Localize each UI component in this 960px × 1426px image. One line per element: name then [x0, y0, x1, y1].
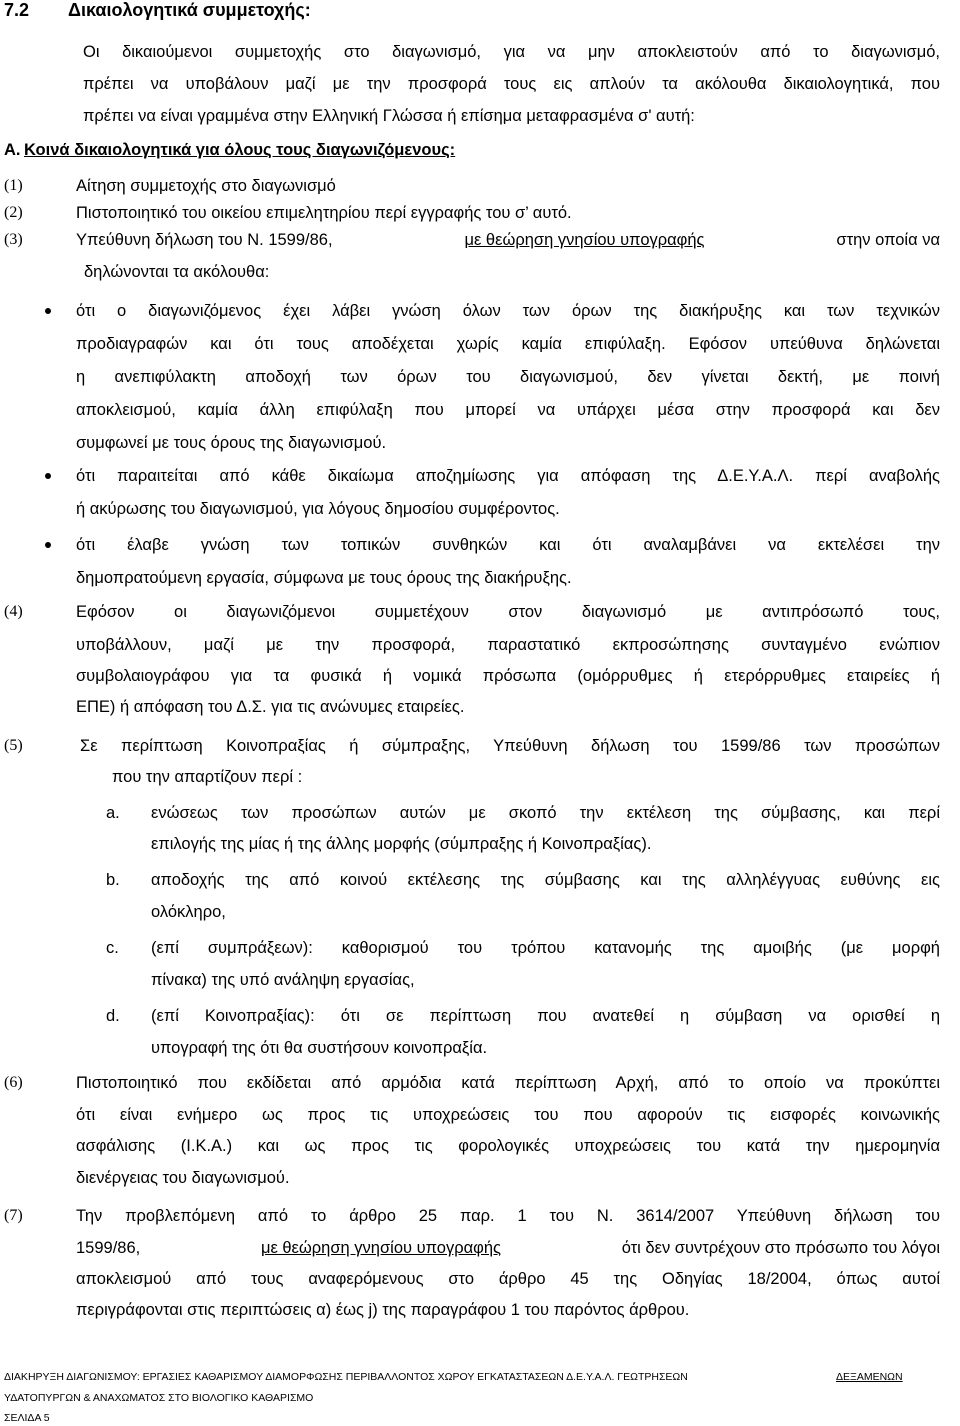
sub-a-line-2: επιλογής της μίας ή της άλλης μορφής (σύμπραξης ή Κοινοπραξίας). [151, 835, 652, 853]
sub-b-line-1: αποδοχής της από κοινού εκτέλεσης της σύμβασης και της αλληλέγγυας ευθύνης εις [151, 871, 940, 889]
section-number: 7.2 [4, 0, 30, 20]
item-6-line-3: ασφάλισης (Ι.Κ.Α.) και ως προς τις φορολογικές υποχρεώσεις του κατά την ημερομηνία [76, 1137, 940, 1155]
bullet-1-line-1: ότι ο διαγωνιζόμενος έχει λάβει γνώση όλων των όρων της διακήρυξης και των τεχνικών [76, 302, 940, 320]
item-7-line-2b: με θεώρηση γνησίου υπογραφής [260, 1239, 501, 1257]
sub-b-label: b. [106, 871, 120, 889]
bullet-2 [45, 473, 51, 479]
footer-line-2: ΥΔΑΤΟΠΥΡΓΩΝ & ΑΝΑΧΩΜΑΤΟΣ ΣΤΟ ΒΙΟΛΟΓΙΚΟ ΚΑΘΑΡΙΣΜΟ [4, 1392, 314, 1404]
sub-d-line-2: υπογραφή της ότι θα συστήσουν κοινοπραξία. [151, 1039, 488, 1057]
section-a-label: Α. [4, 141, 21, 159]
bullet-1-line-5: συμφωνεί με τους όρους της διαγωνισμού. [76, 434, 387, 452]
item-7-line-2c: ότι δεν συντρέχουν στο πρόσωπο του λόγοι [621, 1239, 940, 1257]
item-7-line-2 [76, 1238, 940, 1258]
item-text-1: Αίτηση συμμετοχής στο διαγωνισμό [76, 177, 336, 195]
intro-line-3: πρέπει να είναι γραμμένα στην Ελληνική Γλώσσα ή επίσημα μεταφρασμένα σ' αυτή: [83, 107, 695, 125]
item-4-line-2: υποβάλλουν, μαζί με την προσφορά, παραστατικό εκπροσώπησης συνταγμένο ενώπιον [76, 636, 940, 654]
item-6-line-4: διενέργειας του διαγωνισμού. [76, 1169, 290, 1187]
item-text-3a: Υπεύθυνη δήλωση του Ν. 1599/86, [76, 231, 333, 249]
item-number-4: (4) [4, 603, 23, 620]
item-number-2: (2) [4, 204, 23, 221]
item-number-1: (1) [4, 177, 23, 194]
item-text-3 [76, 230, 940, 250]
item-4-line-4: ΕΠΕ) ή απόφαση του Δ.Σ. για τις ανώνυμες εταιρείες. [76, 698, 465, 716]
sub-a-line-1: ενώσεως των προσώπων αυτών με σκοπό την εκτέλεση της σύμβασης, και περί [151, 804, 940, 822]
item-number-5: (5) [4, 737, 23, 754]
bullet-2-line-2: ή ακύρωσης του διαγωνισμού, για λόγους δημοσίου συμφέροντος. [76, 500, 560, 518]
bullet-2-line-1: ότι παραιτείται από κάθε δικαίωμα αποζημίωσης για απόφαση της Δ.Ε.Υ.Α.Λ. περί αναβολής [76, 467, 940, 485]
section-a-title: Κοινά δικαιολογητικά για όλους τους διαγωνιζόμενους: [24, 141, 456, 159]
sub-c-label: c. [106, 939, 119, 957]
bullet-3-line-2: δημοπρατούμενη εργασία, σύμφωνα με τους όρους της διακήρυξης. [76, 569, 572, 587]
item-5-line-2: που την απαρτίζουν περί : [112, 768, 303, 786]
page-number: ΣΕΛΙΔΑ 5 [4, 1412, 50, 1424]
bullet-1-line-4: αποκλεισμού, καμία άλλη επιφύλαξη που μπορεί να υπάρχει μέσα στην προσφορά και δεν [76, 401, 940, 419]
sub-b-line-2: ολόκληρο, [151, 903, 226, 921]
bullet-1-line-3: η ανεπιφύλακτη αποδοχή των όρων του διαγωνισμού, δεν γίνεται δεκτή, με ποινή [76, 368, 940, 386]
sub-d-label: d. [106, 1007, 120, 1025]
bullet-1 [45, 308, 51, 314]
intro-line-1: Οι δικαιούμενοι συμμετοχής στο διαγωνισμό, για να μην αποκλειστούν από το διαγωνισμό, [83, 43, 940, 61]
item-number-6: (6) [4, 1074, 23, 1091]
bullet-1-line-2: προδιαγραφών και ότι τους αποδέχεται χωρίς καμία επιφύλαξη. Εφόσον υπεύθυνα δηλώνεται [76, 335, 940, 353]
item-number-3: (3) [4, 231, 23, 248]
sub-d-line-1: (επί Κοινοπραξίας): ότι σε περίπτωση που ανατεθεί η σύμβαση να ορισθεί η [151, 1007, 940, 1025]
item-7-line-4: περιγράφονται στις περιπτώσεις α) έως j) της παραγράφου 1 του παρόντος άρθρου. [76, 1301, 690, 1319]
item-7-line-1: Την προβλεπόμενη από το άρθρο 25 παρ. 1 του Ν. 3614/2007 Υπεύθυνη δήλωση του [76, 1207, 940, 1225]
item-4-line-3: συμβολαιογράφου για τα φυσικά ή νομικά πρόσωπα (ομόρρυθμες ή ετερόρρυθμες εταιρείες ή [76, 667, 940, 685]
footer-line-1: ΔΙΑΚΗΡΥΞΗ ΔΙΑΓΩΝΙΣΜΟΥ: ΕΡΓΑΣΙΕΣ ΚΑΘΑΡΙΣΜΟΥ ΔΙΑΜΟΡΦΩΣΗΣ ΠΕΡΙΒΑΛΛΟΝΤΟΣ ΧΩΡΟΥ ΕΓΚΑΤΑΣΤΑΣΕΩΝ Δ.Ε.Υ.Α.Λ. ΓΕΩΤΡΗΣΕΩΝ [4, 1371, 688, 1383]
item-5-line-1: Σε περίπτωση Κοινοπραξίας ή σύμπραξης, Υπεύθυνη δήλωση του 1599/86 των προσώπων [80, 737, 940, 755]
sub-a-label: a. [106, 804, 120, 822]
footer-line-1b: ΔΕΞΑΜΕΝΩΝ [836, 1371, 903, 1383]
intro-line-2: πρέπει να υποβάλουν μαζί με την προσφορά τους εις απλούν τα ακόλουθα δικαιολογητικά, που [83, 75, 940, 93]
item-text-2: Πιστοποιητικό του οικείου επιμελητηρίου περί εγγραφής του σ’ αυτό. [76, 204, 572, 222]
item-4-line-1: Εφόσον οι διαγωνιζόμενοι συμμετέχουν στον διαγωνισμό με αντιπρόσωπό τους, [76, 603, 940, 621]
section-title: Δικαιολογητικά συμμετοχής: [68, 0, 311, 20]
item-7-line-2a: 1599/86, [76, 1239, 141, 1257]
item-6-line-1: Πιστοποιητικό που εκδίδεται από αρμόδια κατά περίπτωση Αρχή, από το οποίο να προκύπτει [76, 1074, 940, 1092]
item-text-3c: στην οποία να [836, 231, 940, 249]
item-text-3b: με θεώρηση γνησίου υπογραφής [464, 231, 705, 249]
sub-c-line-1: (επί συμπράξεων): καθορισμού του τρόπου κατανομής της αμοιβής (με μορφή [151, 939, 940, 957]
sub-c-line-2: πίνακα) της υπό ανάληψη εργασίας, [151, 971, 415, 989]
item-text-3-cont: δηλώνονται τα ακόλουθα: [84, 263, 270, 281]
bullet-3 [45, 542, 51, 548]
item-7-line-3: αποκλεισμού από τους αναφερόμενους στο άρθρο 45 της Οδηγίας 18/2004, όπως αυτοί [76, 1270, 940, 1288]
item-6-line-2: ότι είναι ενήμερο ως προς τις υποχρεώσεις του που αφορούν τις εισφορές κοινωνικής [76, 1106, 940, 1124]
bullet-3-line-1: ότι έλαβε γνώση των τοπικών συνθηκών και ότι αναλαμβάνει να εκτελέσει την [76, 536, 940, 554]
item-number-7: (7) [4, 1207, 23, 1224]
